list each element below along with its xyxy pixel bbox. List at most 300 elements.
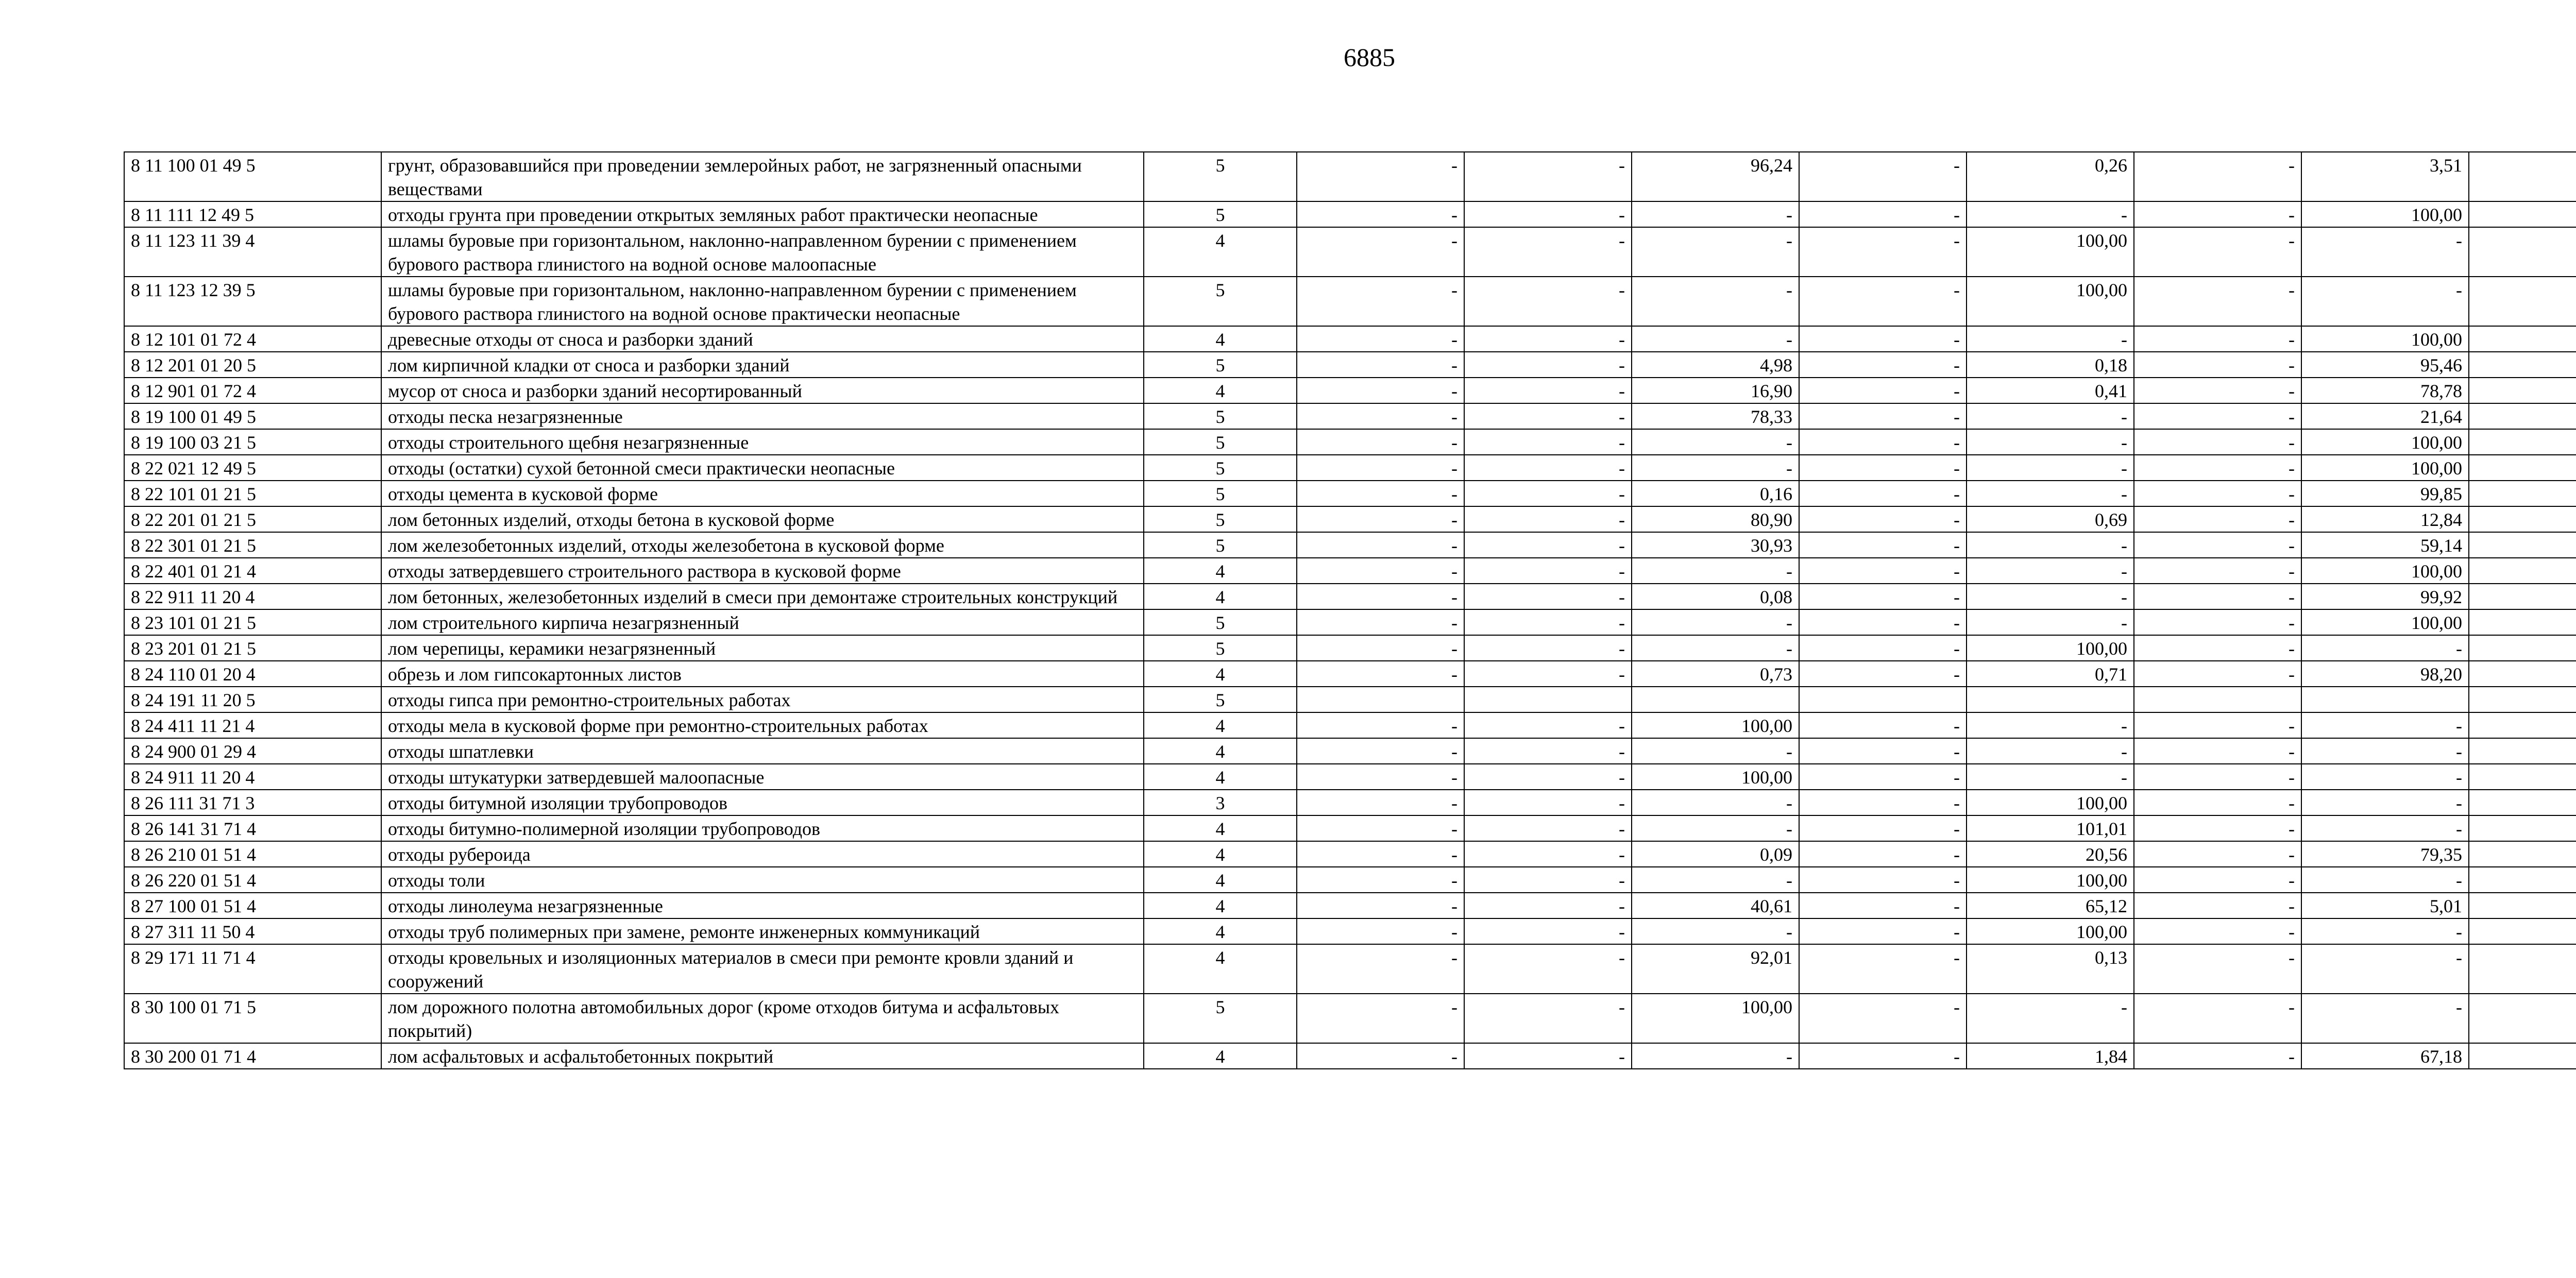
value-cell: - [1297,227,1464,277]
hazard-class-cell: 5 [1144,687,1297,712]
table-row [124,609,2576,635]
value-cell: 0,69 [1967,506,2134,532]
value-cell: - [2134,455,2301,481]
value-cell [2301,687,2469,712]
value-cell: - [1799,1043,1967,1069]
value-cell: - [2134,712,2301,738]
value-cell: - [1464,378,1632,403]
table-row [124,893,2576,918]
waste-name-cell: грунт, образовавшийся при проведении землеройных работ, не загрязненный опасными веществами [381,152,1144,201]
waste-code-cell: 8 23 201 01 21 5 [124,635,381,661]
value-cell: 79,35 [2301,841,2469,867]
value-cell: - [1967,403,2134,429]
value-cell [2134,687,2301,712]
waste-name-cell: отходы кровельных и изоляционных материалов в смеси при ремонте кровли зданий и сооружений [381,944,1144,994]
value-cell [2469,227,2576,277]
value-cell: 100,00 [2301,609,2469,635]
waste-code-cell: 8 11 123 12 39 5 [124,277,381,326]
waste-name-cell: шламы буровые при горизонтальном, наклонно-направленном бурении с применением бурового раствора глинистого на водной основе малоопасные [381,227,1144,277]
value-cell: 67,18 [2301,1043,2469,1069]
value-cell: - [1799,378,1967,403]
value-cell: 100,00 [2301,455,2469,481]
value-cell: 100,00 [1632,994,1799,1043]
value-cell: - [1632,326,1799,352]
value-cell: - [2134,815,2301,841]
hazard-class-cell: 4 [1144,661,1297,687]
waste-name-cell: лом асфальтовых и асфальтобетонных покрытий [381,1043,1144,1069]
value-cell: - [1967,712,2134,738]
value-cell: 92,01 [1632,944,1799,994]
value-cell: - [1632,918,1799,944]
value-cell: - [1632,429,1799,455]
value-cell: - [1799,918,1967,944]
value-cell: - [1464,481,1632,506]
table-row [124,815,2576,841]
value-cell: - [2301,815,2469,841]
hazard-class-cell: 4 [1144,1043,1297,1069]
value-cell: - [1632,790,1799,815]
value-cell: - [1297,506,1464,532]
value-cell: - [1464,558,1632,584]
hazard-class-cell: 5 [1144,506,1297,532]
value-cell: 78,33 [1632,403,1799,429]
table-row [124,635,2576,661]
table-row [124,152,2576,201]
value-cell: - [2134,1043,2301,1069]
value-cell: - [1632,277,1799,326]
waste-code-cell: 8 22 911 11 20 4 [124,584,381,609]
waste-name-cell: мусор от сноса и разборки зданий несортированный [381,378,1144,403]
value-cell: - [1799,277,1967,326]
value-cell: - [2301,994,2469,1043]
hazard-class-cell: 5 [1144,352,1297,378]
hazard-class-cell: 4 [1144,378,1297,403]
value-cell: - [1967,609,2134,635]
value-cell [1297,687,1464,712]
hazard-class-cell: 5 [1144,277,1297,326]
hazard-class-cell: 4 [1144,326,1297,352]
value-cell: - [2134,609,2301,635]
value-cell [2469,661,2576,687]
hazard-class-cell: 5 [1144,481,1297,506]
waste-code-cell: 8 26 141 31 71 4 [124,815,381,841]
value-cell: - [1799,764,1967,790]
hazard-class-cell: 4 [1144,584,1297,609]
hazard-class-cell: 3 [1144,790,1297,815]
waste-name-cell: отходы цемента в кусковой форме [381,481,1144,506]
value-cell: - [1799,635,1967,661]
table-row [124,481,2576,506]
table-row [124,687,2576,712]
value-cell: - [1297,532,1464,558]
value-cell: - [1632,815,1799,841]
value-cell: - [1967,764,2134,790]
value-cell: - [1297,738,1464,764]
value-cell: 101,01 [1967,815,2134,841]
waste-name-cell: лом дорожного полотна автомобильных дорог (кроме отходов битума и асфальтовых покрытий) [381,994,1144,1043]
value-cell: 5,01 [2301,893,2469,918]
table-row [124,506,2576,532]
table-row [124,764,2576,790]
value-cell: - [1799,584,1967,609]
value-cell: - [1297,201,1464,227]
value-cell: - [2134,635,2301,661]
value-cell: 0,26 [1967,152,2134,201]
waste-code-cell: 8 26 210 01 51 4 [124,841,381,867]
table-row [124,1043,2576,1069]
value-cell: - [1464,635,1632,661]
value-cell: 98,20 [2301,661,2469,687]
waste-code-cell: 8 24 900 01 29 4 [124,738,381,764]
value-cell: - [1464,815,1632,841]
hazard-class-cell: 5 [1144,455,1297,481]
table-body [124,152,2576,1069]
value-cell: 100,00 [1632,712,1799,738]
value-cell: - [1464,712,1632,738]
table-row [124,944,2576,994]
table-row [124,790,2576,815]
table-row [124,532,2576,558]
value-cell: - [1799,455,1967,481]
value-cell: 0,41 [1967,378,2134,403]
value-cell: - [1967,429,2134,455]
value-cell: - [2301,227,2469,277]
value-cell: 30,93 [1632,532,1799,558]
value-cell: 65,12 [1967,893,2134,918]
value-cell [2469,790,2576,815]
value-cell: - [1967,738,2134,764]
value-cell [2469,712,2576,738]
table-row [124,661,2576,687]
value-cell: - [1464,455,1632,481]
value-cell [2469,403,2576,429]
value-cell: - [1297,994,1464,1043]
table-row [124,277,2576,326]
waste-name-cell: лом железобетонных изделий, отходы железобетона в кусковой форме [381,532,1144,558]
value-cell: 1,84 [1967,1043,2134,1069]
waste-code-cell: 8 22 401 01 21 4 [124,558,381,584]
value-cell [2469,841,2576,867]
value-cell: - [2134,764,2301,790]
value-cell [2469,893,2576,918]
waste-code-cell: 8 11 100 01 49 5 [124,152,381,201]
waste-code-cell: 8 11 123 11 39 4 [124,227,381,277]
waste-code-cell: 8 19 100 01 49 5 [124,403,381,429]
value-cell: - [2134,841,2301,867]
value-cell: - [1297,841,1464,867]
value-cell: - [1297,558,1464,584]
value-cell [2469,867,2576,893]
waste-name-cell: отходы песка незагрязненные [381,403,1144,429]
waste-name-cell: лом строительного кирпича незагрязненный [381,609,1144,635]
value-cell: 100,00 [1967,227,2134,277]
value-cell: - [1799,326,1967,352]
value-cell: - [1799,661,1967,687]
value-cell: - [2301,764,2469,790]
value-cell: - [1297,712,1464,738]
value-cell: - [1297,609,1464,635]
hazard-class-cell: 4 [1144,227,1297,277]
value-cell: - [2134,558,2301,584]
value-cell [2469,738,2576,764]
table-row [124,403,2576,429]
value-cell: - [1297,429,1464,455]
waste-name-cell: отходы грунта при проведении открытых земляных работ практически неопасные [381,201,1144,227]
value-cell: - [1799,790,1967,815]
table-row [124,994,2576,1043]
value-cell: - [1632,227,1799,277]
value-cell: - [1297,893,1464,918]
value-cell: 100,00 [2301,429,2469,455]
table-row [124,352,2576,378]
value-cell: - [1297,635,1464,661]
hazard-class-cell: 4 [1144,815,1297,841]
value-cell: - [1297,326,1464,352]
value-cell: - [1464,764,1632,790]
value-cell: - [1297,584,1464,609]
value-cell: - [1799,532,1967,558]
waste-name-cell: отходы труб полимерных при замене, ремонте инженерных коммуникаций [381,918,1144,944]
value-cell: 12,84 [2301,506,2469,532]
value-cell: 0,08 [1632,584,1799,609]
value-cell: - [1632,635,1799,661]
value-cell: - [1799,403,1967,429]
value-cell: - [1967,558,2134,584]
value-cell: - [1464,738,1632,764]
waste-name-cell: обрезь и лом гипсокартонных листов [381,661,1144,687]
value-cell: - [2134,893,2301,918]
hazard-class-cell: 4 [1144,738,1297,764]
waste-code-cell: 8 24 110 01 20 4 [124,661,381,687]
table-row [124,429,2576,455]
value-cell: - [1799,152,1967,201]
value-cell: - [1799,558,1967,584]
table-row [124,455,2576,481]
value-cell [1632,687,1799,712]
value-cell: - [1297,815,1464,841]
value-cell: - [1632,201,1799,227]
value-cell: 40,61 [1632,893,1799,918]
value-cell: - [2134,403,2301,429]
value-cell [2469,558,2576,584]
hazard-class-cell: 4 [1144,893,1297,918]
waste-code-cell: 8 26 220 01 51 4 [124,867,381,893]
value-cell: - [2134,867,2301,893]
value-cell: - [1799,506,1967,532]
waste-code-cell: 8 23 101 01 21 5 [124,609,381,635]
value-cell [2469,994,2576,1043]
value-cell: - [1464,506,1632,532]
waste-name-cell: отходы битумной изоляции трубопроводов [381,790,1144,815]
value-cell: 59,14 [2301,532,2469,558]
hazard-class-cell: 5 [1144,532,1297,558]
waste-name-cell: отходы рубероида [381,841,1144,867]
table-row [124,738,2576,764]
value-cell: - [1799,815,1967,841]
hazard-class-cell: 4 [1144,841,1297,867]
value-cell: - [1464,1043,1632,1069]
value-cell [2469,152,2576,201]
value-cell: - [1967,481,2134,506]
value-cell: - [1464,918,1632,944]
value-cell: - [2301,738,2469,764]
hazard-class-cell: 4 [1144,558,1297,584]
table-row [124,378,2576,403]
waste-name-cell: лом черепицы, керамики незагрязненный [381,635,1144,661]
value-cell: - [1632,1043,1799,1069]
waste-code-cell: 8 19 100 03 21 5 [124,429,381,455]
waste-table [124,151,2576,1069]
value-cell: - [1297,867,1464,893]
value-cell: - [2301,790,2469,815]
value-cell: - [1464,661,1632,687]
value-cell: - [1297,378,1464,403]
value-cell [2469,429,2576,455]
value-cell: 0,13 [1967,944,2134,994]
waste-name-cell: отходы мела в кусковой форме при ремонтно-строительных работах [381,712,1144,738]
value-cell [2469,378,2576,403]
value-cell: - [2301,635,2469,661]
waste-code-cell: 8 12 901 01 72 4 [124,378,381,403]
value-cell: - [1632,867,1799,893]
value-cell: - [1297,481,1464,506]
waste-code-cell: 8 24 911 11 20 4 [124,764,381,790]
table-row [124,841,2576,867]
value-cell: - [1297,944,1464,994]
value-cell: - [1632,609,1799,635]
value-cell: - [2134,944,2301,994]
value-cell: - [2134,738,2301,764]
value-cell: - [1799,841,1967,867]
waste-code-cell: 8 30 100 01 71 5 [124,994,381,1043]
value-cell: - [1464,352,1632,378]
value-cell [1799,687,1967,712]
value-cell: 16,90 [1632,378,1799,403]
value-cell [2469,481,2576,506]
value-cell: - [2301,944,2469,994]
value-cell: - [2134,532,2301,558]
waste-code-cell: 8 24 411 11 21 4 [124,712,381,738]
page-number: 6885 [1344,43,1395,72]
value-cell: - [1799,429,1967,455]
value-cell [1967,687,2134,712]
waste-code-cell: 8 11 111 12 49 5 [124,201,381,227]
value-cell: - [1632,558,1799,584]
value-cell: - [1967,994,2134,1043]
waste-code-cell: 8 22 301 01 21 5 [124,532,381,558]
value-cell [2469,584,2576,609]
value-cell: 100,00 [1967,635,2134,661]
hazard-class-cell: 5 [1144,609,1297,635]
value-cell [2469,506,2576,532]
value-cell: - [1464,429,1632,455]
value-cell [2469,1043,2576,1069]
waste-name-cell: отходы (остатки) сухой бетонной смеси практически неопасные [381,455,1144,481]
value-cell: - [1297,352,1464,378]
value-cell: - [2134,918,2301,944]
value-cell: - [1464,867,1632,893]
value-cell: - [1464,790,1632,815]
value-cell: - [2134,790,2301,815]
value-cell: - [1799,609,1967,635]
waste-name-cell: шламы буровые при горизонтальном, наклонно-направленном бурении с применением бурового раствора глинистого на водной основе практически неопасные [381,277,1144,326]
value-cell: - [1297,277,1464,326]
table-row [124,584,2576,609]
value-cell: - [2134,994,2301,1043]
value-cell: 100,00 [1967,790,2134,815]
value-cell: - [2134,227,2301,277]
value-cell: - [2301,918,2469,944]
value-cell: - [1799,481,1967,506]
value-cell [2469,277,2576,326]
value-cell: 100,00 [1632,764,1799,790]
value-cell: 80,90 [1632,506,1799,532]
value-cell: - [1967,201,2134,227]
value-cell: - [2134,326,2301,352]
hazard-class-cell: 5 [1144,994,1297,1043]
value-cell: - [1464,994,1632,1043]
value-cell [2469,944,2576,994]
value-cell: - [1464,532,1632,558]
table-row [124,558,2576,584]
waste-code-cell: 8 22 021 12 49 5 [124,455,381,481]
waste-code-cell: 8 12 201 01 20 5 [124,352,381,378]
waste-name-cell: лом кирпичной кладки от сноса и разборки зданий [381,352,1144,378]
hazard-class-cell: 4 [1144,867,1297,893]
value-cell: 78,78 [2301,378,2469,403]
hazard-class-cell: 5 [1144,201,1297,227]
table-row [124,201,2576,227]
value-cell: - [1464,201,1632,227]
value-cell: - [2134,661,2301,687]
value-cell [2469,635,2576,661]
value-cell: - [1297,152,1464,201]
value-cell: - [1967,584,2134,609]
waste-code-cell: 8 22 101 01 21 5 [124,481,381,506]
value-cell: - [2134,429,2301,455]
value-cell: - [2134,352,2301,378]
value-cell: - [1967,532,2134,558]
waste-name-cell: отходы затвердевшего строительного раствора в кусковой форме [381,558,1144,584]
value-cell: - [1799,893,1967,918]
waste-code-cell: 8 24 191 11 20 5 [124,687,381,712]
value-cell [2469,455,2576,481]
value-cell: - [2301,712,2469,738]
value-cell [2469,764,2576,790]
value-cell: - [1799,227,1967,277]
value-cell: - [2134,201,2301,227]
table-row [124,712,2576,738]
value-cell: - [1967,455,2134,481]
value-cell: - [2301,867,2469,893]
waste-name-cell: лом бетонных, железобетонных изделий в смеси при демонтаже строительных конструкций [381,584,1144,609]
value-cell: 0,09 [1632,841,1799,867]
value-cell [2469,687,2576,712]
value-cell: - [1799,201,1967,227]
value-cell: 100,00 [2301,558,2469,584]
value-cell: - [1632,738,1799,764]
value-cell: - [1799,352,1967,378]
waste-code-cell: 8 29 171 11 71 4 [124,944,381,994]
value-cell: 100,00 [1967,277,2134,326]
hazard-class-cell: 5 [1144,635,1297,661]
value-cell: 99,92 [2301,584,2469,609]
waste-code-cell: 8 27 100 01 51 4 [124,893,381,918]
value-cell: - [1967,326,2134,352]
value-cell: - [2134,481,2301,506]
value-cell: - [1464,841,1632,867]
hazard-class-cell: 5 [1144,429,1297,455]
